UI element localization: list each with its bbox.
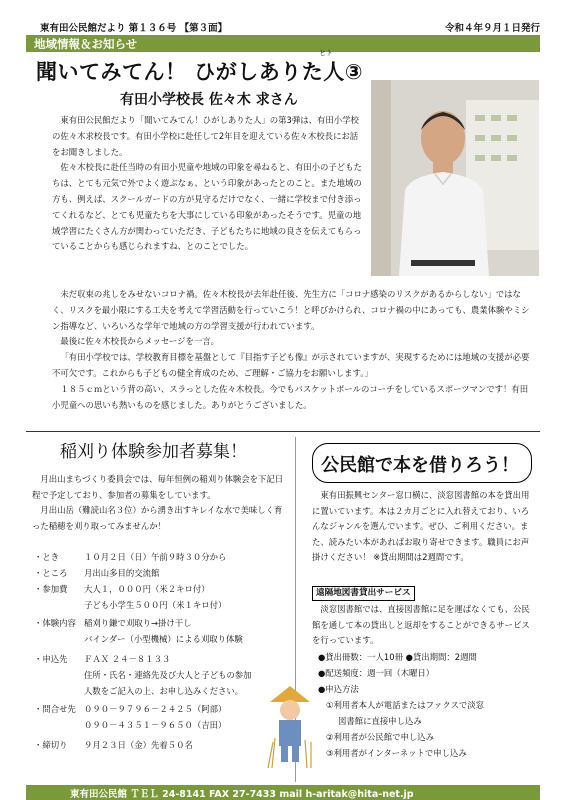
method-item: ③利用者がインターネットで申し込み — [326, 748, 467, 758]
event-intro — [32, 472, 290, 534]
article-paragraph: １８５ｃｍという背の高い、スラっとした佐々木校長。今でもバスケットボールのコーチをしているスポーツマンです！有田小児童への思いも熱いものを感じました。ありがとうございました。 — [52, 383, 529, 410]
event-item-value: 月出山多目的交流館 — [84, 568, 160, 578]
event-item-value: 人数をご記入の上、お申し込みください。 — [84, 686, 244, 696]
event-item-value: 稲刈り鎌で刈取り→掛け干し — [84, 618, 192, 628]
event-item-value: ９月２３日（金）先着５０名 — [84, 740, 193, 750]
event-item-label: ・問合せ先 — [34, 704, 76, 714]
service-bullet: ●申込方法 — [318, 684, 359, 694]
section-divider — [26, 431, 540, 432]
event-item-value: バインダー（小型機械）による刈取り体験 — [84, 634, 243, 644]
method-item: ②利用者が公民館で申し込み — [326, 732, 435, 742]
event-intro-paragraph: 月出山まちづくり委員会では、毎年恒例の稲刈り体験会を下記日程で予定しており、参加者の募集をしています。 — [32, 474, 284, 500]
service-text: 淡窓図書館では、直接図書館に足を運ばなくても、公民館を通して本の貸出しと返却をすることができるサービスを行っています。 — [312, 604, 530, 646]
event-item-label: ・参加費 — [34, 584, 68, 594]
footer-contact: 東有田公民館 ＴＥＬ 24-8141 FAX 27-7433 mail h-aritak@hita-net.jp — [70, 789, 414, 800]
library-intro: 東有田振興センター窓口横に、淡窓図書館の本を貸出用に置いています。本は２カ月ごとに入れ替えており、いろんなジャンルを選んでいます。ぜひ、ご利用ください。また、読みたい本があればお取り寄せできます。職員にお声掛けください！ ※貸出期間は2週間です。 — [312, 490, 530, 563]
event-item-value: ＦＡＸ ２４－８１３３ — [84, 654, 171, 664]
method-item: 図書館に直接申し込み — [338, 716, 422, 726]
title-ruby: ヒト — [319, 49, 333, 57]
section-band-label: 地域情報＆お知らせ — [34, 37, 138, 51]
farmer-illustration — [265, 680, 315, 770]
principal-photo — [371, 80, 539, 276]
service-bullet: ●配送頻度：週一回（木曜日） — [318, 668, 435, 678]
service-heading: 遠隔地図書貸出サービス — [312, 586, 415, 601]
event-item-label: ・体験内容 — [34, 618, 76, 628]
event-item-value: １０月２日（日）午前９時３０分から — [84, 552, 227, 562]
event-item-label: ・ところ — [34, 568, 68, 578]
article-paragraph: 未だ収束の兆しをみせないコロナ禍。佐々木校長が去年赴任後、先生方に「コロナ感染のリスクがあるからしない」ではなく、リスクを最小限にする工夫を考えて学習活動を行っていこう！と呼びかけられ、コロナ禍の中にあっても、農業体験やミシン指導など、いろいろな学年で地域の方の学習支援が行われています。 — [52, 289, 530, 331]
event-item-label: ・申込先 — [34, 654, 68, 664]
event-item-label: ・とき — [34, 552, 60, 562]
issue-label: 東有田公民館だより 第１３６号 【第３面】 — [40, 23, 228, 34]
article-paragraph: 最後に佐々木校長からメッセージを一言。 — [60, 336, 220, 347]
article-continued — [52, 287, 532, 413]
event-item-value: ０９０－９７９６－２４２５（阿部） — [84, 704, 227, 714]
article-column — [52, 113, 362, 255]
newsletter-header — [40, 20, 540, 35]
service-bullet: ●貸出冊数：一人10冊 ●貸出期間：2週間 — [318, 652, 477, 662]
event-title: 稲刈り体験参加者募集！ — [60, 442, 247, 462]
event-item-value: 大人１，０００円（米２キロ付） — [84, 584, 210, 594]
library-title-box — [312, 443, 532, 483]
article-subtitle: 有田小学校長 佐々木 求さん — [120, 92, 298, 108]
article-title: 聞いてみてん！ ひがしありた人③ — [36, 60, 364, 84]
event-intro-paragraph: 月出山岳（難読山名３位）から湧き出すキレイな水で美味しく育った稲穂を刈り取ってみませんか！ — [32, 505, 283, 531]
article-paragraph: 東有田公民館だより「聞いてみてん！ひがしありた人」の第3弾は、有田小学校の佐々木求校長です。有田小学校に赴任して2年目を迎えている佐々木校長にお話をお聞きしました。 — [52, 115, 359, 157]
event-item-value: ０９０－４３５１－９６５０（吉田） — [84, 720, 227, 730]
event-item-value: 子ども小学生５００円（米１キロ付） — [84, 600, 227, 610]
event-item-value: 住所・氏名・連絡先及び大人と子どもの参加 — [84, 670, 252, 680]
article-paragraph: 「有田小学校では、学校教育目標を基盤として『目指す子ども像』が示されていますが、実現するためには地域の支援が必要不可欠です。これからも子どもの健全育成のため、ご理解・ご協力をお願いします。」 — [52, 352, 530, 378]
footer-band — [26, 785, 540, 800]
article-paragraph: 佐々木校長に赴任当時の有田小児童や地域の印象を尋ねると、有田小の子どもたちは、とても元気で外でよく遊ぶなぁ、という印象があったとのこと。また地域の方も、例えば、スクールガードの方が見守るだけでなく、一緒に学校まで付き添ってくれるなど、とても児童たちを大事にしている印象があったそうです。児童の地域学習にたくさん方が関わっていただき、子どもたちに地域の良さを伝えてもらっていることからも感じられますね、とのことでした。 — [52, 162, 362, 252]
method-item: ①利用者本人が電話またはファクスで淡窓 — [326, 700, 485, 710]
library-title: 公民館で本を借りろう！ — [321, 455, 519, 476]
event-item-label: ・締切り — [34, 740, 68, 750]
issue-date: 令和４年９月１日発行 — [444, 23, 540, 34]
section-band — [26, 35, 540, 52]
